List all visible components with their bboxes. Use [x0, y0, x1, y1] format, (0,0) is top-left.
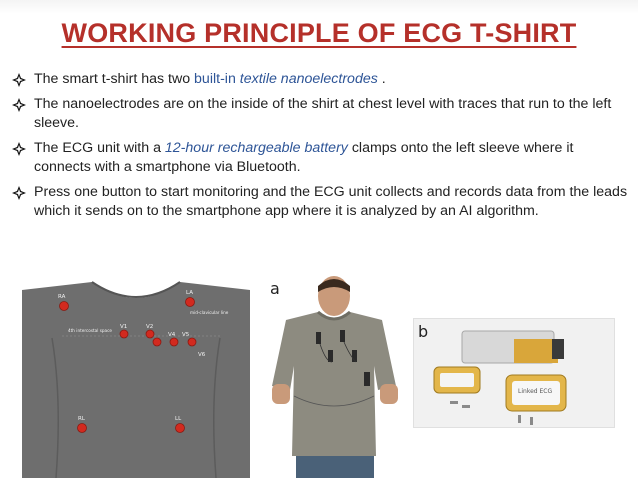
bullet-item [12, 70, 632, 90]
ecg-unit-photo-svg [414, 319, 614, 427]
electrode-ra [60, 302, 69, 311]
bullet-text: . [377, 71, 386, 87]
diamond-bullet-icon [12, 186, 26, 200]
bullet-item [12, 95, 632, 134]
top-band [0, 0, 638, 14]
clip-1 [316, 332, 321, 344]
bullet-text: built-in [194, 71, 240, 87]
clip-5 [364, 372, 370, 386]
person-wearing-shirt-image [266, 276, 408, 478]
label-ics: 4th intercostal space [68, 328, 112, 333]
electrode-la [186, 298, 195, 307]
label-v2: V2 [146, 324, 154, 330]
label-ra: RA [58, 294, 66, 300]
bullet-text: The ECG unit with a [34, 139, 165, 156]
electrode-ll [176, 424, 185, 433]
ecg-unit-image [413, 318, 615, 428]
bullet-list [12, 70, 632, 227]
bullet-text: textile nanoelectrodes [239, 71, 378, 87]
label-v5: V5 [182, 332, 190, 338]
label-ll: LL [175, 416, 182, 422]
clip-2 [340, 330, 345, 342]
electrode-diagram-image [22, 278, 250, 478]
electrode-rl [78, 424, 87, 433]
electrode-v6 [188, 338, 196, 346]
bullet-text: The nanoelectrodes are on the inside of the shirt at chest level with traces that run to the left sleeve. [34, 95, 612, 131]
label-midclav: mid-clavicular line [190, 310, 229, 315]
electrode-v2 [146, 330, 154, 338]
figure-label-a: a [270, 279, 280, 298]
electrode-v5 [170, 338, 178, 346]
person-photo-svg [266, 276, 408, 478]
figure-label-b: b [418, 322, 429, 341]
bullet-text: The smart t-shirt has two [34, 71, 195, 87]
shirt-diagram-svg [22, 278, 250, 478]
device-label: Linked ECG [518, 388, 553, 395]
label-v1: V1 [120, 324, 128, 330]
diamond-bullet-icon [12, 142, 26, 156]
label-rl: RL [78, 416, 85, 422]
bullet-text: clamps onto the left sleeve where it connects with a smartphone via Bluetooth. [34, 139, 574, 175]
electrode-v1 [120, 330, 128, 338]
bullet-text: Press one button to start monitoring and the ECG unit collects and records data from the leads which it sends on to the smartphone app where it is analyzed by an AI algorithm. [34, 183, 628, 219]
label-v6: V6 [198, 352, 206, 358]
bullet-text: 12-hour rechargeable battery [164, 139, 348, 156]
electrode-v4 [153, 338, 161, 346]
label-v4: V4 [168, 332, 176, 338]
slide-title: WORKING PRINCIPLE OF ECG T-SHIRT [61, 18, 577, 48]
label-la: LA [186, 290, 193, 296]
diamond-bullet-icon [12, 98, 26, 112]
bullet-item [12, 183, 632, 222]
bullet-item [12, 139, 632, 178]
diamond-bullet-icon [12, 73, 26, 87]
